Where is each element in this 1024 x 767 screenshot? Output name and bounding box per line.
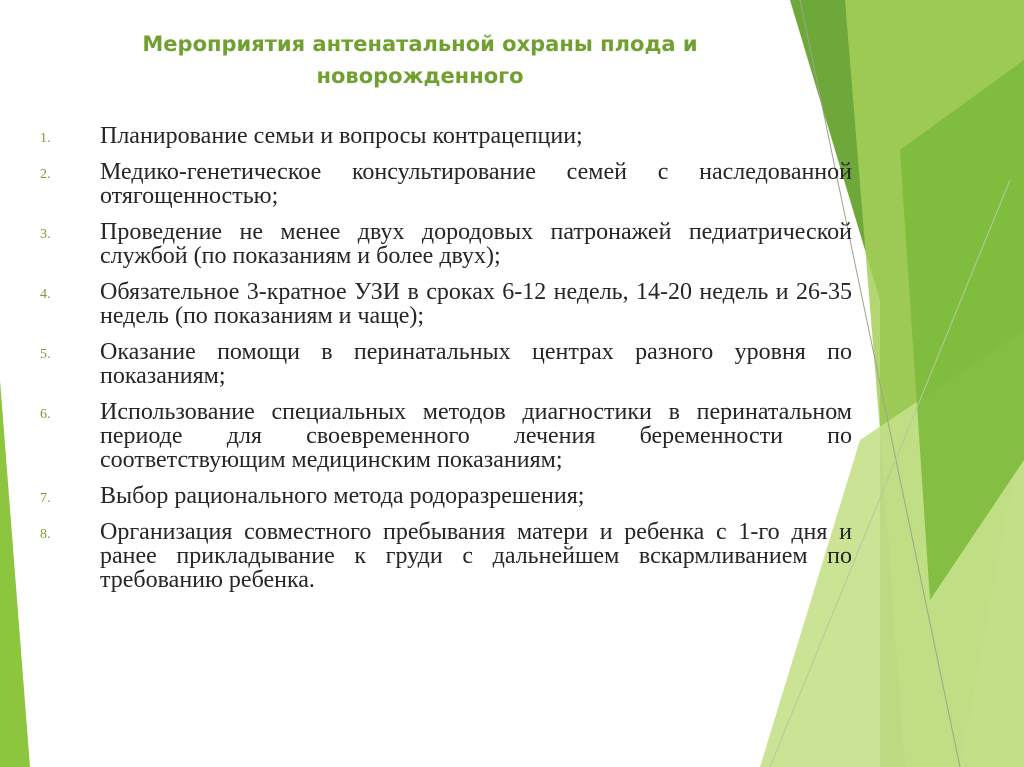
- item-number: 3.: [40, 227, 51, 242]
- list-item: [40, 484, 852, 508]
- item-text: Планирование семьи и вопросы контрацепции;: [100, 123, 583, 149]
- list-item: [40, 400, 852, 472]
- list-item: [40, 340, 852, 388]
- item-text: Использование специальных методов диагностики в перинатальном периоде для своевременного лечения беременности по соответствующим медицинским показаниям;: [100, 399, 852, 473]
- title-line-2: новорожденного: [316, 64, 524, 88]
- list-item: [40, 160, 852, 208]
- slide-title: [80, 28, 760, 92]
- list-item: [40, 124, 852, 148]
- item-text: Проведение не менее двух дородовых патронажей педиатрической службой (по показаниям и более двух);: [100, 219, 852, 269]
- measures-list: [40, 124, 852, 604]
- item-number: 4.: [40, 287, 51, 302]
- item-number: 8.: [40, 527, 51, 542]
- item-text: Выбор рационального метода родоразрешения;: [100, 483, 585, 509]
- title-line-1: Мероприятия антенатальной охраны плода и: [142, 32, 698, 56]
- item-text: Организация совместного пребывания матери и ребенка с 1-го дня и ранее прикладывание к груди с дальнейшем вскармливанием по требованию ребенка.: [100, 519, 852, 593]
- item-text: Оказание помощи в перинатальных центрах разного уровня по показаниям;: [100, 339, 852, 389]
- left-green-wedge: [0, 380, 30, 767]
- item-text: Медико-генетическое консультирование семей с наследованной отягощенностью;: [100, 159, 852, 209]
- item-number: 5.: [40, 347, 51, 362]
- list-item: [40, 280, 852, 328]
- item-number: 7.: [40, 491, 51, 506]
- item-text: Обязательное 3-кратное УЗИ в сроках 6-12 недель, 14-20 недель и 26-35 недель (по показаниям и чаще);: [100, 279, 852, 329]
- item-number: 2.: [40, 167, 51, 182]
- item-number: 1.: [40, 131, 51, 146]
- list-item: [40, 520, 852, 592]
- item-number: 6.: [40, 407, 51, 422]
- list-item: [40, 220, 852, 268]
